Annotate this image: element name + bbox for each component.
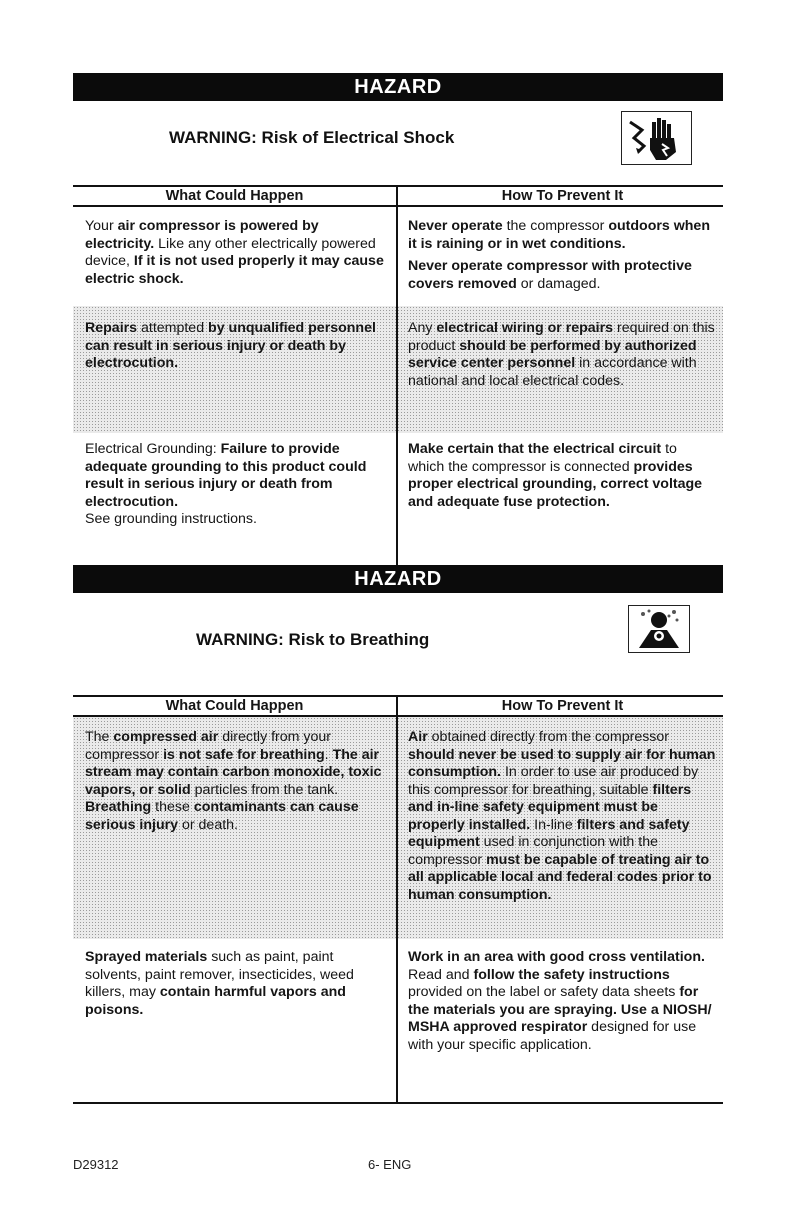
- hazard-banner-2: HAZARD: [73, 565, 723, 593]
- page-number: 6- ENG: [368, 1157, 412, 1172]
- table-header: [73, 185, 723, 207]
- electrical-shock-icon: [621, 111, 692, 165]
- respiratory-hazard-icon: [628, 605, 690, 653]
- header-what-could-happen: What Could Happen: [73, 187, 398, 205]
- how-to-prevent-cell: Any electrical wiring or repairs required on this product should be performed by authorized service center personnel in accordance with national and local electrical codes.: [408, 320, 715, 389]
- what-could-happen-cell: Sprayed materials such as paint, paint solvents, paint remover, insecticides, weed killers, may contain harmful vapors and poisons.: [73, 939, 398, 1102]
- table-row: [73, 717, 723, 939]
- table-row: [73, 207, 723, 306]
- table-row: [73, 939, 723, 1104]
- table-header: [73, 695, 723, 717]
- what-could-happen-cell: The compressed air directly from your compressor is not safe for breathing. The air stream may contain carbon monoxide, toxic vapors, or solid particles from the tank. Breathing these contaminants can cause serious injury or death.: [73, 717, 398, 939]
- what-could-happen-cell: Electrical Grounding: Failure to provide adequate grounding to this product could result in serious injury or death from electrocution. See grounding instructions.: [73, 433, 398, 566]
- electrical-hazard-table: [73, 185, 723, 568]
- how-to-prevent-cell: Make certain that the electrical circuit to which the compressor is connected provides proper electrical grounding, correct voltage and adequate fuse protection.: [408, 441, 703, 510]
- table-row: [73, 306, 723, 433]
- how-to-prevent-cell: Never operate the compressor outdoors when it is raining or in wet conditions. Never operate compressor with protective covers removed or damaged.: [408, 218, 710, 292]
- how-to-prevent-cell: Work in an area with good cross ventilation. Read and follow the safety instructions provided on the label or safety data sheets for the materials you are spraying. Use a NIOSH/ MSHA approved respirator designed for use with your specific application.: [408, 949, 712, 1053]
- how-to-prevent-cell: Air obtained directly from the compressor should never be used to supply air for human consumption. In order to use air produced by this compressor for breathing, suitable filters and in-line safety equipment must be properly installed. In-line filters and safety equipment used in conjunction with the compressor must be capable of treating air to all applicable local and federal codes prior to human consumption.: [408, 729, 716, 903]
- header-how-to-prevent: How To Prevent It: [501, 698, 624, 714]
- what-could-happen-cell: Repairs attempted by unqualified personnel can result in serious injury or death by electrocution.: [73, 306, 398, 433]
- document-code: D29312: [73, 1157, 119, 1172]
- header-how-to-prevent: How To Prevent It: [501, 188, 624, 204]
- table-row: [73, 433, 723, 568]
- warning-title-electrical: WARNING: Risk of Electrical Shock: [169, 128, 455, 147]
- header-what-could-happen: What Could Happen: [73, 697, 398, 715]
- warning-title-breathing: WARNING: Risk to Breathing: [196, 630, 430, 649]
- hazard-banner-1: HAZARD: [73, 73, 723, 101]
- breathing-hazard-table: [73, 695, 723, 1104]
- what-could-happen-cell: Your air compressor is powered by electricity. Like any other electrically powered device, If it is not used properly it may cause electric shock.: [73, 207, 398, 306]
